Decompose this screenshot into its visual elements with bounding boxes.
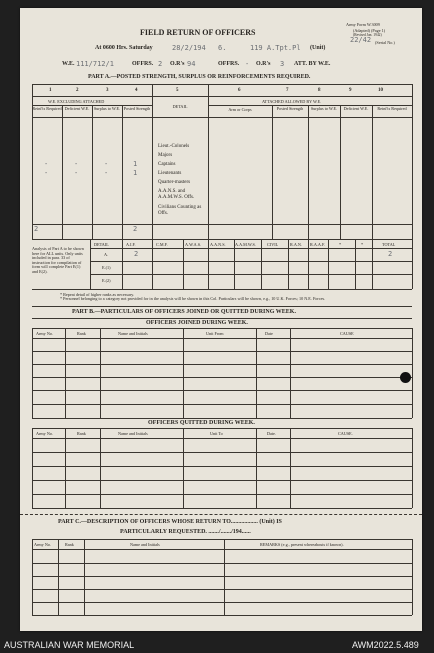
ors-value: 94 xyxy=(187,60,196,68)
form-adapted: (Adapted) (Page 1) xyxy=(353,28,386,33)
rank-label: Majors xyxy=(158,153,173,158)
col-number: 3 xyxy=(106,88,109,93)
punch-hole xyxy=(400,372,411,383)
total-posted: 2 xyxy=(133,225,138,233)
analysis-header: * xyxy=(361,242,364,247)
col-number: 6 xyxy=(238,88,241,93)
col-header: Reinf'ts Required xyxy=(377,106,407,111)
form-title: FIELD RETURN OF OFFICERS xyxy=(140,28,256,37)
col-number: 5 xyxy=(176,88,179,93)
col-number: 9 xyxy=(349,88,352,93)
col-number: 1 xyxy=(49,88,52,93)
footnote: * Personnel belonging to a category not provided for in the analysis will be shown in this Col. Particulars will be shown, e.g., 10 U.K. Forces; 10 N.E. Forces. xyxy=(60,296,326,301)
analysis-header: TOTAL xyxy=(382,242,396,247)
analysis-header: * xyxy=(339,242,342,247)
analysis-row-label: E.(2) xyxy=(102,278,111,283)
joined-header: Date xyxy=(265,331,273,336)
col-header: Reinf'ts Required xyxy=(32,106,62,111)
date-value: 28/2/194 xyxy=(172,44,206,52)
analysis-header: CIVIL xyxy=(267,242,279,247)
analysis-header: R.A.A.F. xyxy=(310,242,326,247)
lieutenants-surplus: - xyxy=(104,169,109,177)
rank-label: Quarter-masters xyxy=(158,180,191,185)
captains-reinf: - xyxy=(44,160,49,168)
rank-label: Captains xyxy=(158,162,176,167)
analysis-row-label: A. xyxy=(104,252,109,257)
quitted-header: Army No. xyxy=(36,431,53,436)
col-number: 8 xyxy=(318,88,321,93)
we-value: 111/712/1 xyxy=(76,60,114,68)
col-header: Arm or Corps xyxy=(228,107,252,112)
rank-label: Civilians Counting as Offs. xyxy=(158,205,202,216)
col-number: 10 xyxy=(378,88,383,93)
quitted-title: OFFICERS QUITTED DURING WEEK. xyxy=(148,420,255,426)
col-header: Posted Strength xyxy=(276,106,304,111)
lieutenants-reinf: - xyxy=(44,169,49,177)
joined-header: Name and Initials xyxy=(118,331,148,336)
col-number: 4 xyxy=(135,88,138,93)
col-header: DETAIL xyxy=(172,104,188,109)
offrs-label: OFFRS. xyxy=(132,61,154,67)
footnote: * Repeat detail of higher ranks as necessary. xyxy=(60,292,135,297)
analysis-header: A.W.A.S. xyxy=(185,242,202,247)
joined-header: Rank xyxy=(77,331,86,336)
date-line-prefix: At 0600 Hrs. Saturday xyxy=(95,45,153,51)
ors2-label: O.R's xyxy=(256,61,271,67)
offrs2-label: OFFRS. xyxy=(218,61,240,67)
joined-header: Unit From xyxy=(206,331,224,336)
part-c-header: REMARKS (e.g., present whereabouts if known). xyxy=(260,542,344,547)
analysis-header: A.A.M.W.S. xyxy=(235,242,256,247)
quitted-header: CAUSE. xyxy=(338,431,353,436)
rank-label: A.A.N.S. and A.A.M.W.S. Offs. xyxy=(158,189,195,200)
col-header: Surplus to W.E. xyxy=(310,106,338,111)
col-header: Surplus to W.E. xyxy=(93,106,121,111)
analysis-note: Analysis of Part A to be shown here for ALL units. Only units included in para. 33 of instruction for compilation of form will complete Part E(1) and E(2). xyxy=(32,246,84,274)
analysis-header: R.A.N. xyxy=(290,242,302,247)
rank-label: Lieutenants xyxy=(158,171,182,176)
year-suffix: 6. xyxy=(218,44,227,52)
quitted-header: Date. xyxy=(267,431,276,436)
footer-left: AUSTRALIAN WAR MEMORIAL xyxy=(4,640,135,650)
analysis-header: A.I.F. xyxy=(126,242,136,247)
part-b-title: PART B.—PARTICULARS OF OFFICERS JOINED OR QUITTED DURING WEEK. xyxy=(72,309,296,315)
lieutenants-posted: 1 xyxy=(133,169,138,177)
quitted-header: Rank xyxy=(77,431,86,436)
captains-surplus: - xyxy=(104,160,109,168)
attached-label: ATTACHED ALLOWED BY W.E. xyxy=(262,99,322,104)
quitted-header: Name and Initials xyxy=(118,431,148,436)
offrs2-value: - xyxy=(245,60,250,68)
analysis-header: A.A.N.S. xyxy=(210,242,226,247)
joined-header: Army No. xyxy=(36,331,53,336)
analysis-aif-value: 2 xyxy=(134,250,139,258)
total-left: 2 xyxy=(34,225,39,233)
part-a-title: PART A.—POSTED STRENGTH, SURPLUS OR REINFORCEMENTS REQUIRED. xyxy=(88,74,311,80)
analysis-row-label: E.(1) xyxy=(102,265,111,270)
offrs-value: 2 xyxy=(158,60,163,68)
analysis-total-value: 2 xyxy=(388,250,393,258)
unit-value: 119 A.Tpt.Pl xyxy=(250,44,301,52)
col-header: Posted Strength xyxy=(123,106,151,111)
att-label: ATT. BY W.E. xyxy=(294,61,331,67)
analysis-header: C.M.F. xyxy=(156,242,168,247)
captains-deficient: - xyxy=(74,160,79,168)
serial-value: 22/42 xyxy=(350,36,372,44)
footer-right: AWM2022.5.489 xyxy=(352,640,419,650)
part-c-header: Name and Initials xyxy=(130,542,160,547)
captains-posted: 1 xyxy=(133,160,138,168)
lieutenants-deficient: - xyxy=(74,169,79,177)
part-c-line2: PARTICULARLY REQUESTED. ......./......./194...... xyxy=(120,529,251,535)
col-number: 2 xyxy=(76,88,79,93)
col-number: 7 xyxy=(286,88,289,93)
analysis-header: DETAIL xyxy=(94,242,109,247)
col-header: Deficient W.E. xyxy=(64,106,90,111)
form-revised: (Revised Jan. 1942) xyxy=(353,33,382,37)
col-header: Deficient W.E. xyxy=(343,106,369,111)
part-c-header: Rank xyxy=(65,542,74,547)
we-prefix: W.E. xyxy=(62,61,75,67)
form-paper xyxy=(20,8,422,631)
part-c-line1: PART C.—DESCRIPTION OF OFFICERS WHOSE RETURN TO.................. (Unit) IS xyxy=(58,519,282,525)
form-number: Army Form W.3009 xyxy=(346,22,380,27)
quitted-header: Unit To xyxy=(210,431,223,436)
we-excluding-label: W.E. EXCLUDING ATTACHED xyxy=(48,99,105,104)
ors-label: O.R's xyxy=(170,61,185,67)
joined-title: OFFICERS JOINED DURING WEEK. xyxy=(146,320,248,326)
serial-label: (Serial No.) xyxy=(375,40,395,45)
joined-header: CAUSE xyxy=(340,331,354,336)
part-c-header: Army No. xyxy=(34,542,51,547)
rank-label: Lieut.-Colonels xyxy=(158,144,190,149)
unit-label: (Unit) xyxy=(310,45,326,51)
ors2-value: 3 xyxy=(280,60,285,68)
